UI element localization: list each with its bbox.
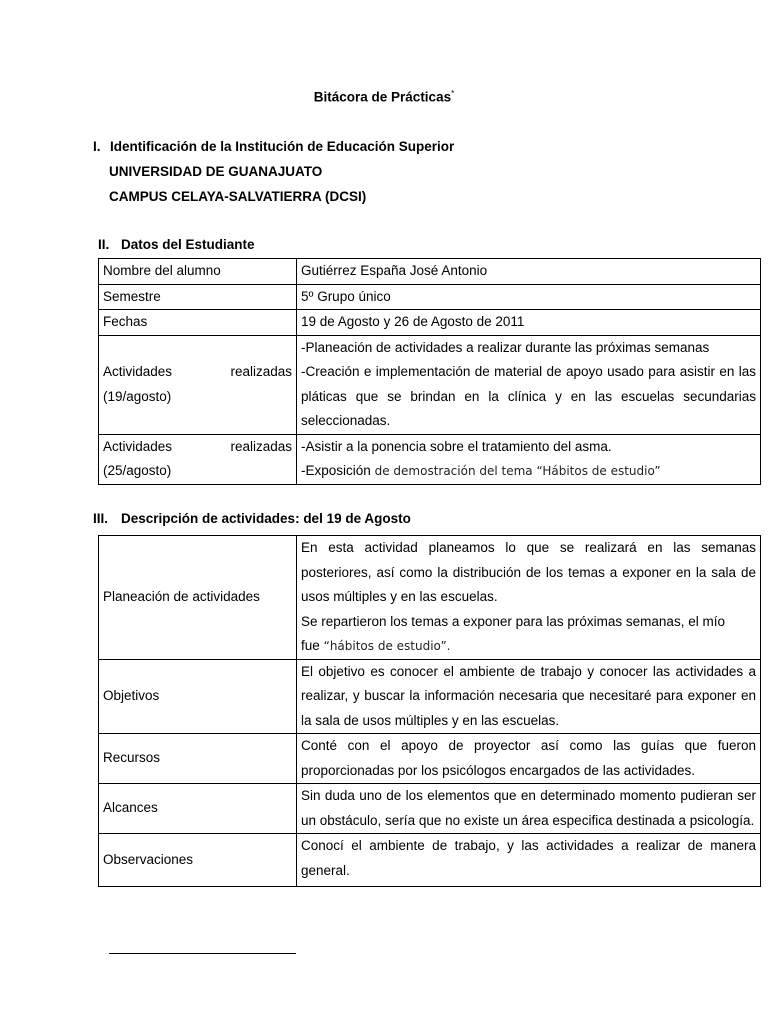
title-text: Bitácora de Prácticas: [313, 89, 452, 105]
planning-paragraph-1: En esta actividad planeamos lo que se realizará en las semanas posteriores, así como la distribución de los temas a exponer en la sala de usos múltiples y en las escuelas.: [301, 540, 756, 604]
resources-value: Conté con el apoyo de proyector así como las guías que fueron proporcionadas por los psicólogos encargados de las actividades.: [297, 734, 761, 784]
activities-25-label: [99, 434, 297, 484]
section-2-number: II.: [98, 237, 110, 252]
resources-label: Recursos: [99, 734, 297, 784]
activities-25-label-word1: Actividades: [103, 438, 173, 454]
semester-label: Semestre: [99, 284, 297, 310]
planning-paragraph-2: Se repartieron los temas a exponer para las próximas semanas, el mío: [301, 613, 725, 629]
activities-25-line2-start: -Exposición: [301, 463, 371, 478]
planning-paragraph-3-end: “hábitos de estudio”.: [319, 639, 451, 653]
table-row: [99, 659, 761, 734]
title-footnote-mark: *: [451, 89, 455, 98]
activities-19-line1: -Planeación de actividades a realizar durante las próximas semanas: [301, 339, 710, 355]
activities-25-label-word2: realizadas: [230, 438, 292, 454]
activities-19-label-word1: Actividades: [103, 364, 173, 379]
section-1-heading: [93, 139, 454, 154]
planning-value: [297, 536, 761, 660]
table-row: [99, 310, 761, 336]
activities-19-label-date: (19/agosto): [103, 388, 172, 404]
table-row: [99, 434, 761, 484]
table-row: [99, 536, 761, 660]
table-row: [99, 259, 761, 285]
activities-25-line2-end: de demostración del tema “Hábitos de estudio”: [370, 464, 661, 478]
objectives-label: Objetivos: [99, 659, 297, 734]
section-3-title: Descripción de actividades: del 19 de Agosto: [121, 511, 411, 526]
table-row: [99, 834, 761, 887]
table-row: [99, 284, 761, 310]
semester-value: 5º Grupo único: [297, 284, 761, 310]
footnote-separator: [109, 953, 296, 954]
campus-name: CAMPUS CELAYA-SALVATIERRA (DCSI): [109, 189, 367, 204]
section-1-title: Identificación de la Institución de Educación Superior: [110, 139, 455, 154]
document-title: [0, 89, 768, 105]
objectives-value: El objetivo es conocer el ambiente de trabajo y conocer las actividades a realizar, y buscar la información necesaria que necesitaré para exponer en la sala de usos múltiples y en las escuelas.: [297, 659, 761, 734]
observations-label: Observaciones: [99, 834, 297, 887]
activities-25-line1: -Asistir a la ponencia sobre el tratamiento del asma.: [301, 438, 612, 454]
scope-value: Sin duda uno de los elementos que en determinado momento pudieran ser un obstáculo, sería que no existe un área especifica destinada a psicología.: [297, 784, 761, 834]
table-row: [99, 335, 761, 434]
activities-25-line2: [301, 459, 756, 484]
name-label: Nombre del alumno: [99, 259, 297, 285]
activities-19-value: [297, 335, 761, 434]
planning-paragraph-3: [301, 634, 756, 659]
observations-value: Conocí el ambiente de trabajo, y las actividades a realizar de manera general.: [297, 834, 761, 887]
dates-value: 19 de Agosto y 26 de Agosto de 2011: [297, 310, 761, 336]
dates-label: Fechas: [99, 310, 297, 336]
table-row: [99, 784, 761, 834]
student-data-table: [98, 258, 761, 485]
planning-paragraph-3-start: fue: [301, 638, 320, 653]
table-row: [99, 734, 761, 784]
planning-label: Planeación de actividades: [99, 536, 297, 660]
scope-label: Alcances: [99, 784, 297, 834]
institution-name: UNIVERSIDAD DE GUANAJUATO: [109, 164, 323, 179]
activities-19-line2: -Creación e implementación de material de apoyo usado para asistir en las pláticas que se brindan en la clínica y en las escuelas secundarias seleccionadas.: [301, 364, 756, 428]
activities-19-label-word2: realizadas: [230, 364, 292, 379]
section-3-number: III.: [93, 511, 109, 526]
section-1-number: I.: [93, 139, 101, 154]
activities-description-table: [98, 535, 761, 887]
section-3-heading: [93, 511, 411, 526]
activities-25-label-date: (25/agosto): [103, 463, 172, 478]
name-value: Gutiérrez España José Antonio: [297, 259, 761, 285]
activities-19-label: [99, 335, 297, 434]
activities-25-value: [297, 434, 761, 484]
section-2-heading: [98, 237, 255, 252]
section-2-title: Datos del Estudiante: [121, 237, 255, 252]
